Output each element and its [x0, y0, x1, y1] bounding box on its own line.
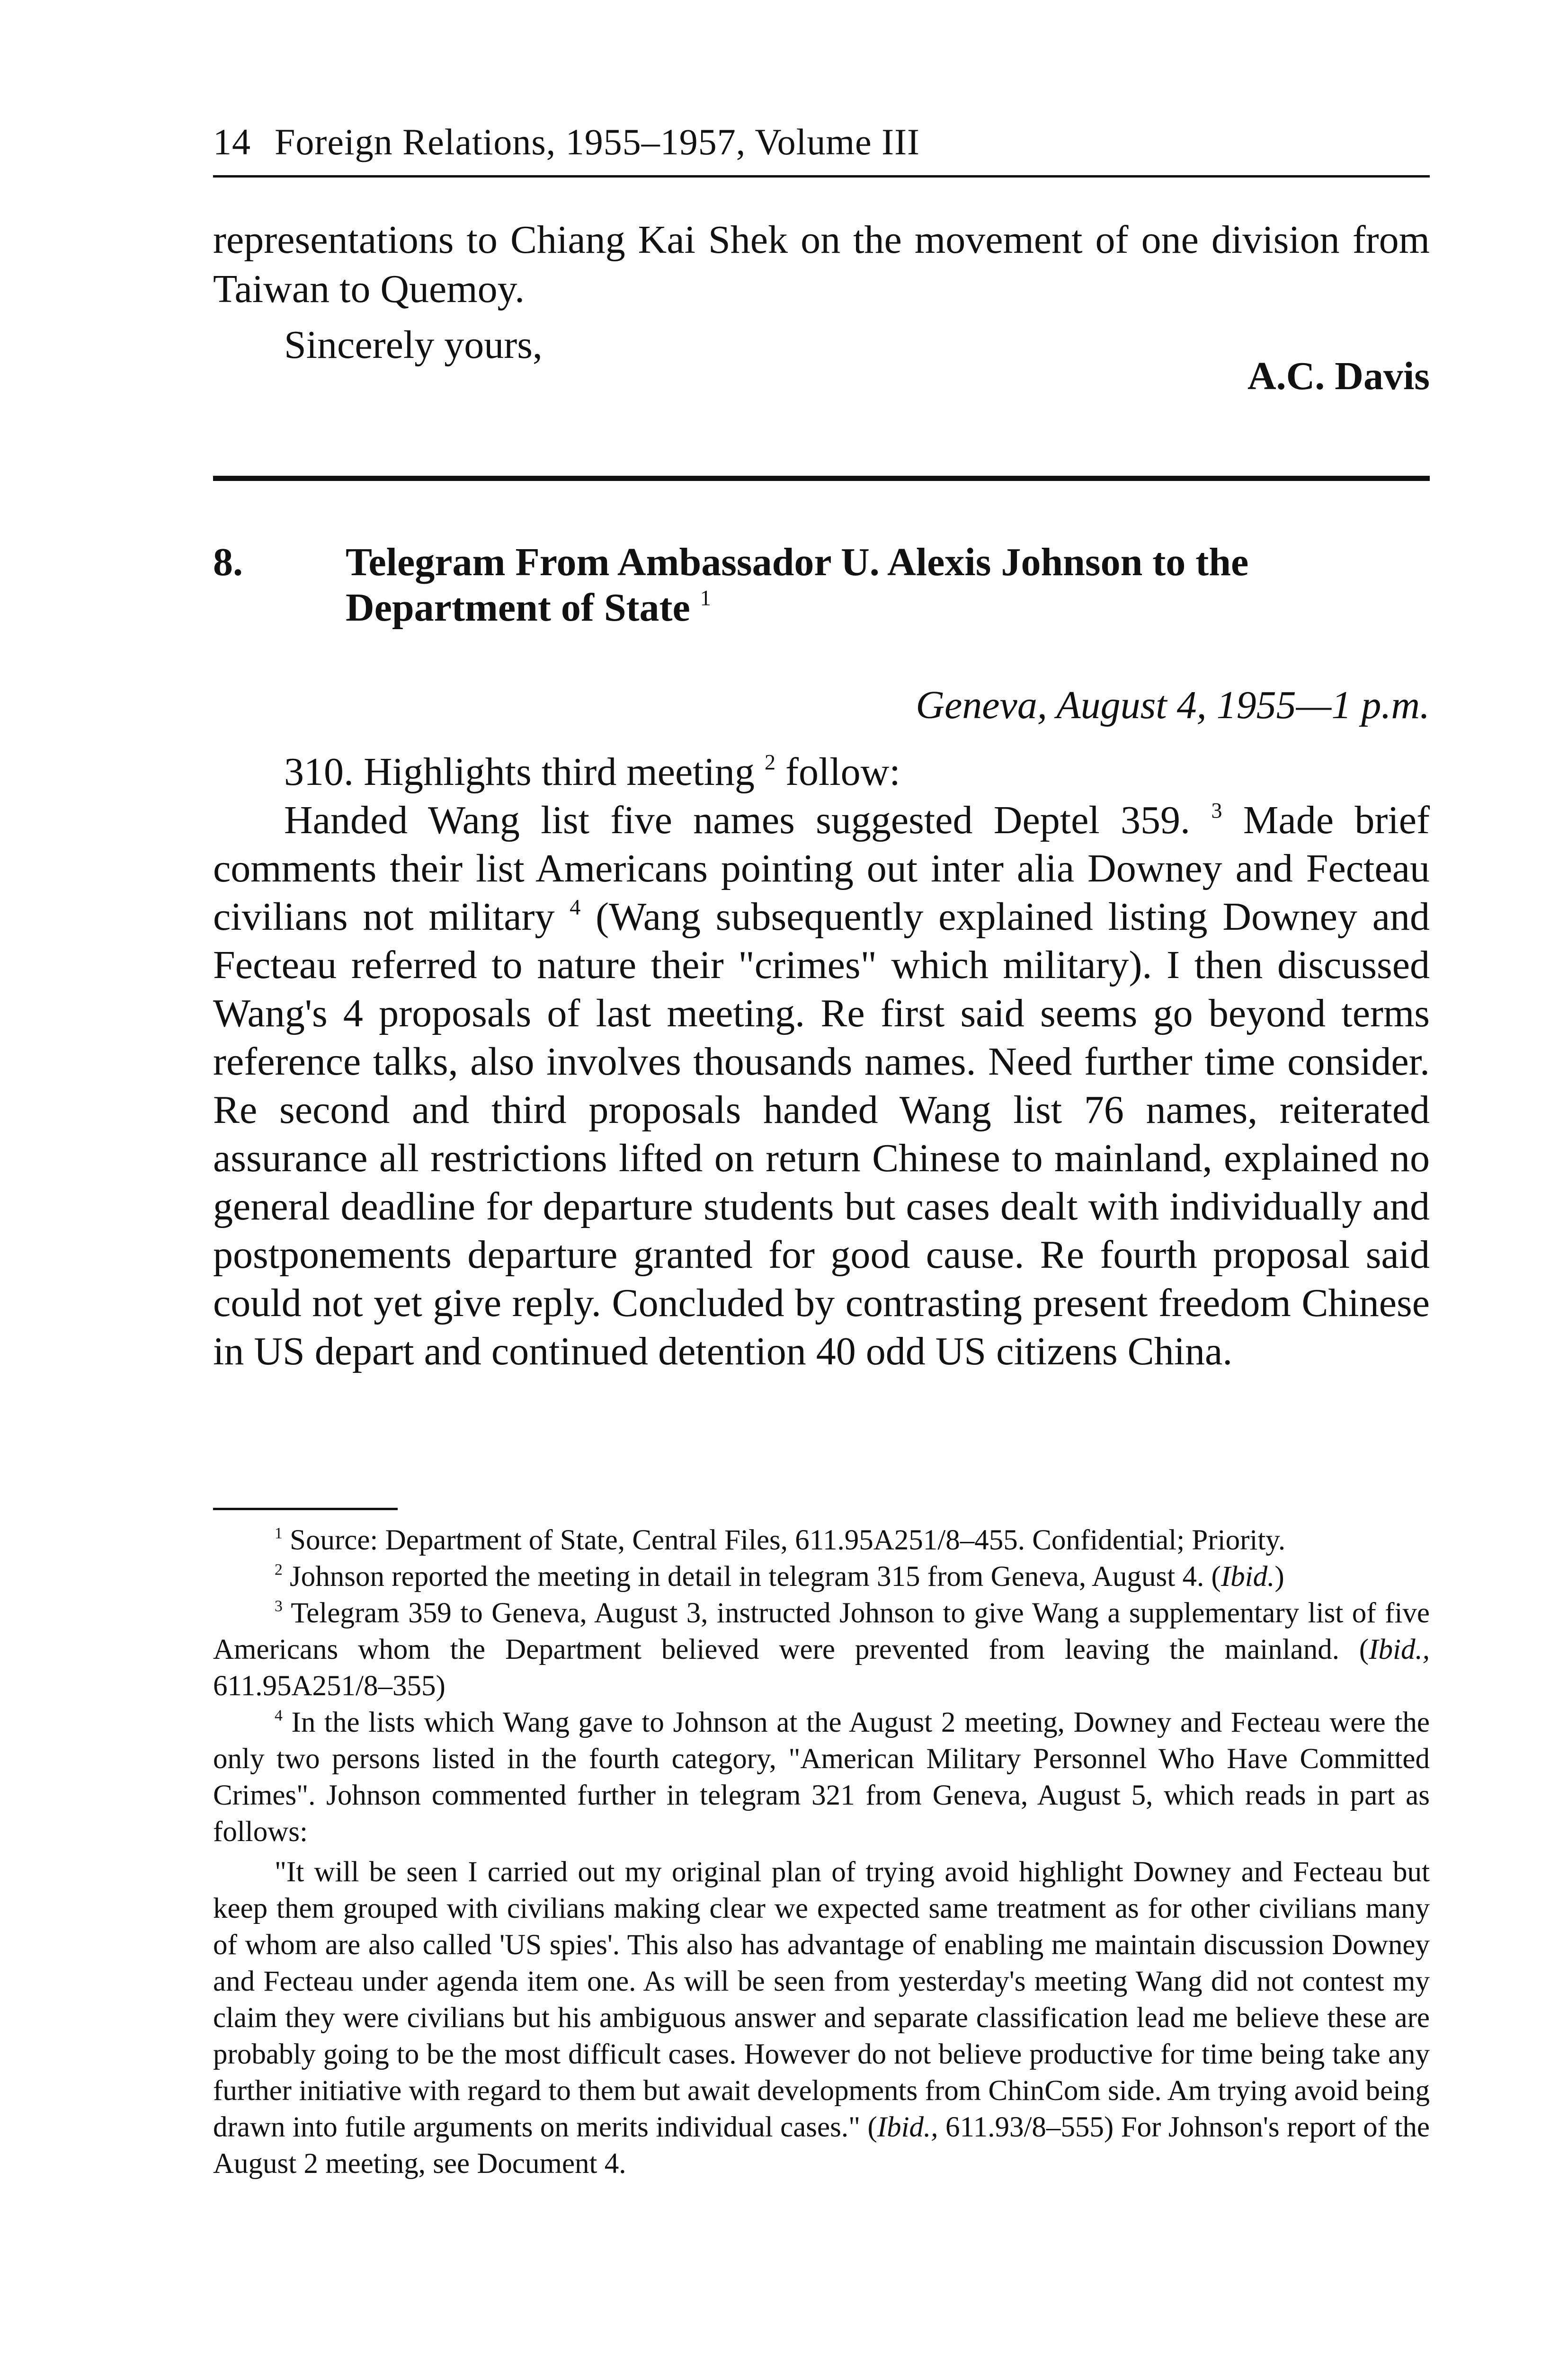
footnote-1: $^1$ Source: Department of State, Central Files, 611.95A251/8–455. Confidential; Priority.: [275, 1524, 1286, 1556]
footnote-4-quotation: "It will be seen I carried out my original plan of trying avoid highlight Downey and Fecteau but keep them grouped with civilians making clear we expected same treatment as for other civilians many of whom are also called 'US spies'. This also has advantage of enabling me maintain discussion Downey and Fecteau under agenda item one. As will be seen from yesterday's meeting Wang did not contest my claim they were civilians but his ambiguous answer and separate classification lead me believe these are probably going to be the most difficult cases. However do not believe productive for time being take any further initiative with regard to them but await developments from ChinCom side. Am trying avoid being drawn into futile arguments on merits individual cases." (Ibid., 611.93/8–555) For Johnson's report of the August 2 meeting, see Document 4.: [213, 1856, 1430, 2180]
footnote-ref[interactable]: 1: [700, 586, 711, 610]
continued-text: representations to Chiang Kai Shek on the movement of one division from Taiwan to Quemoy.: [213, 218, 1430, 311]
letter-closing: Sincerely yours,: [284, 323, 543, 367]
volume-title: Foreign Relations, 1955–1957, Volume III: [275, 121, 920, 162]
footnote-ref[interactable]: 2: [764, 750, 776, 774]
footnote-3: $^3$ Telegram 359 to Geneva, August 3, instructed Johnson to give Wang a supplementary list of five Americans whom the Department believed were prevented from leaving the mainland. (Ibid., 611.95A251/8–355): [213, 1597, 1430, 1702]
footnote-ref[interactable]: 4: [570, 895, 581, 919]
running-head: [213, 118, 1430, 178]
paragraph: Handed Wang list five names suggested Deptel 359. $^3$ Made brief comments their list Americans pointing out inter alia Downey and Fecteau civilians not military $^4$ (Wang subsequently explained listing Downey and Fecteau referred to nature their "crimes" which military). I then discussed Wang's 4 proposals of last meeting. Re first said seems go beyond terms reference talks, also involves thousands names. Need further time consider. Re second and third proposals handed Wang list 76 names, reiterated assurance all restrictions lifted on return Chinese to mainland, explained no general deadline for departure students but cases dealt with individually and postponements departure granted for good cause. Re fourth proposal said could not yet give reply. Concluded by contrasting present freedom Chinese in US depart and continued detention 40 odd US citizens China.: [213, 798, 1430, 1373]
document-title: Telegram From Ambassador U. Alexis Johnson to the Department of State $^1$: [346, 540, 1249, 630]
telegram-body: [213, 748, 1430, 1376]
section-divider: [213, 476, 1430, 481]
document-number: 8.: [213, 540, 243, 584]
footnote-2: $^2$ Johnson reported the meeting in detail in telegram 315 from Geneva, August 4. (Ibid.): [275, 1561, 1284, 1593]
footnotes: [213, 1522, 1430, 2182]
paragraph: 310. Highlights third meeting $^2$ follow:: [284, 750, 900, 794]
page-number: 14: [213, 121, 251, 162]
footnote-rule: [213, 1508, 398, 1510]
dateline: Geneva, August 4, 1955—1 p.m.: [916, 683, 1430, 727]
footnote-ref[interactable]: 3: [1211, 798, 1222, 823]
signature: A.C. Davis: [1247, 354, 1430, 398]
footnote-4: $^4$ In the lists which Wang gave to Johnson at the August 2 meeting, Downey and Fecteau were the only two persons listed in the fourth category, "American Military Personnel Who Have Committed Crimes". Johnson commented further in telegram 321 from Geneva, August 5, which reads in part as follows:: [213, 1707, 1430, 1848]
previous-document-ending: [213, 215, 1430, 401]
document-heading: [213, 540, 1430, 631]
